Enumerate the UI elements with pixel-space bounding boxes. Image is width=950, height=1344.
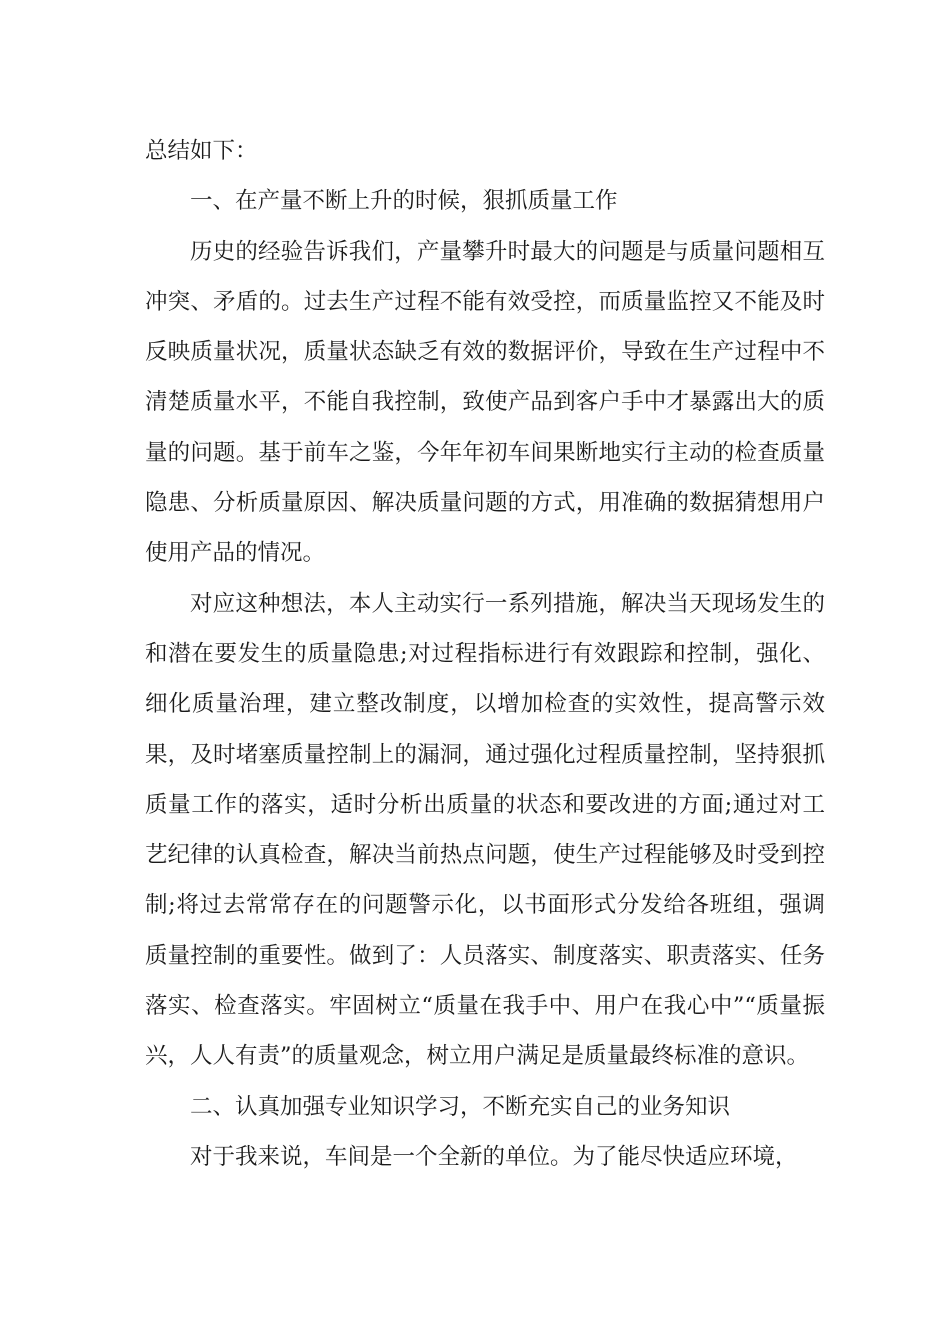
document-body: [145, 126, 825, 1182]
heading-section-one: 一、在产量不断上升的时候，狠抓质量工作: [190, 188, 618, 215]
paragraph-history-experience: 历史的经验告诉我们，产量攀升时最大的问题是与质量问题相互冲突、矛盾的。过去生产过程不能有效受控，而质量监控又不能及时反映质量状况，质量状态缺乏有效的数据评价，导致在生产过程中不清楚质量水平，不能自我控制，致使产品到客户手中才暴露出大的质量的问题。基于前车之鉴，今年年初车间果断地实行主动的检查质量隐患、分析质量原因、解决质量问题的方式，用准确的数据猜想用户使用产品的情况。: [145, 238, 825, 567]
paragraph-summary-intro: 总结如下：: [145, 138, 258, 164]
paragraph-new-unit: 对于我来说，车间是一个全新的单位。为了能尽快适应环境，: [190, 1143, 798, 1170]
heading-section-two: 二、认真加强专业知识学习，不断充实自己的业务知识: [190, 1093, 731, 1120]
paragraph-measures: 对应这种想法，本人主动实行一系列措施，解决当天现场发生的和潜在要发生的质量隐患;对过程指标进行有效跟踪和控制，强化、细化质量治理，建立整改制度，以增加检查的实效性，提高警示效果，及时堵塞质量控制上的漏洞，通过强化过程质量控制，坚持狠抓质量工作的落实，适时分析出质量的状态和要改进的方面;通过对工艺纪律的认真检查，解决当前热点问题，使生产过程能够及时受到控制;将过去常常存在的问题警示化，以书面形式分发给各班组，强调质量控制的重要性。做到了：人员落实、制度落实、职责落实、任务落实、检查落实。牢固树立“质量在我手中、用户在我心中”“质量振兴，人人有责”的质量观念，树立用户满足是质量最终标准的意识。: [145, 590, 825, 1070]
